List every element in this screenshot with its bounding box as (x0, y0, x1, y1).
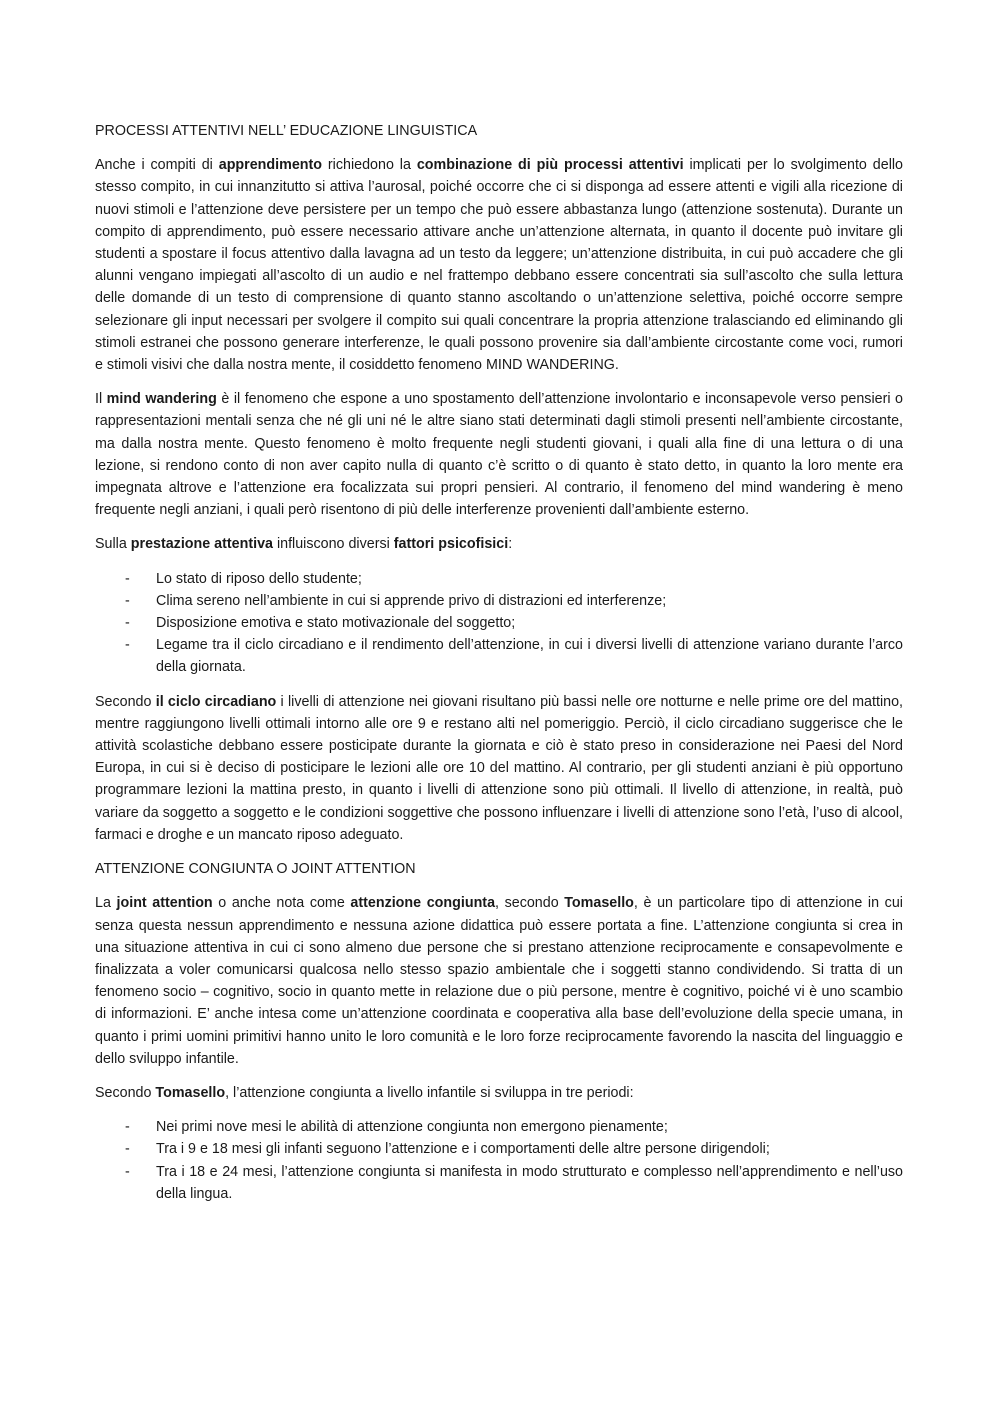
text-run: o anche nota come (212, 895, 351, 912)
text-run: Il (95, 391, 107, 408)
text-run: , è un particolare tipo di attenzione in cui senza questa nessun apprendimento e nessuna azione didattica può essere portata a fine. L’attenzione congiunta si crea in una situazione attentiva in cui ci sono almeno due persone che si prestano attenzione reciprocamente e consapevolmente e finalizzata a voler comunicarsi qualcosa nello stesso spazio ambientale che i soggetti stanno condividendo. Si tratta di un fenomeno socio – cognitivo, socio in quanto mette in relazione due o più persone, mentre è cognitivo, poiché vi è uno scambio di informazioni. E’ anche intesa come un’attenzione coordinata e cooperativa alla base dell’evoluzione della specie umana, in quanto i primi uomini primitivi hanno unito le loro comunità e le loro forze reciprocamente favorendo la nascita del linguaggio e dello sviluppo infantile. (95, 895, 903, 1067)
bullet-dash: - (125, 1141, 130, 1158)
paragraph-processi-attentivi (95, 154, 903, 376)
list-periodi-sviluppo (95, 1116, 903, 1205)
bullet-dash: - (125, 1119, 130, 1136)
section-heading-joint-attention: ATTENZIONE CONGIUNTA O JOINT ATTENTION (95, 861, 416, 878)
bold-term: mind wandering (106, 391, 217, 408)
section-heading-processi-attentivi: PROCESSI ATTENTIVI NELL’ EDUCAZIONE LINGUISTICA (95, 123, 478, 139)
bold-term: Tomasello (155, 1084, 226, 1101)
paragraph-tomasello-periodi (95, 1082, 903, 1104)
list-item (95, 590, 903, 612)
list-item (95, 1161, 903, 1205)
list-item-text: Nei primi nove mesi le abilità di attenzione congiunta non emergono pienamente; (156, 1119, 668, 1136)
text-run: , l’attenzione congiunta a livello infantile si sviluppa in tre periodi: (225, 1084, 634, 1101)
list-item-text: Disposizione emotiva e stato motivazionale del soggetto; (156, 615, 516, 632)
text-run: La (95, 895, 117, 912)
paragraph-ciclo-circadiano (95, 691, 903, 846)
text-run: Secondo (95, 693, 156, 710)
bullet-dash: - (125, 615, 130, 632)
list-item-text: Tra i 18 e 24 mesi, l’attenzione congiunta si manifesta in modo strutturato e complesso nell’apprendimento e nell’uso della lingua. (156, 1163, 903, 1202)
text-run: Anche i compiti di (95, 157, 219, 174)
list-item-text: Legame tra il ciclo circadiano e il rendimento dell’attenzione, in cui i diversi livelli di attenzione variano durante l’arco della giornata. (156, 637, 903, 676)
list-fattori-psicofisici (95, 568, 903, 679)
list-item-text: Clima sereno nell’ambiente in cui si apprende privo di distrazioni ed interferenze; (156, 592, 667, 609)
text-run: influiscono diversi (272, 536, 394, 553)
bold-term: prestazione attentiva (130, 536, 273, 553)
bold-term: apprendimento (218, 157, 323, 174)
list-item-text: Lo stato di riposo dello studente; (156, 570, 362, 587)
list-item (95, 1116, 903, 1138)
bold-term: fattori psicofisici (393, 536, 509, 553)
paragraph-mind-wandering (95, 388, 903, 521)
paragraph-prestazione-attentiva (95, 533, 903, 555)
list-item-text: Tra i 9 e 18 mesi gli infanti seguono l’attenzione e i comportamenti delle altre persone dirigendoli; (156, 1141, 770, 1158)
text-run: implicati per lo svolgimento dello stesso compito, in cui innanzitutto si attiva l’aurosal, poiché occorre che ci si disponga ad essere attenti e vigili alla ricezione di nuovi stimoli e l’attenzione deve persistere per un tempo che può essere abbastanza lungo (attenzione sostenuta). Durante un compito di apprendimento, può essere necessario attivare anche un’attenzione alternata, in quanto il docente può invitare gli studenti a spostare il focus attentivo dalla lavagna ad un testo da leggere; un’attenzione distribuita, in cui può accadere che gli alunni vengano impiegati all’ascolto di un audio e nel frattempo debbano essere concentrati sia sull’ascolto che sulla lettura delle domande di un testo di comprensione di quanto stanno ascoltando o un’attenzione selettiva, poiché occorre sempre selezionare gli input necessari per svolgere il compito sui quali concentrare la propria attenzione tralasciando ed eliminando gli stimoli estranei che possono generare interferenze, le quali possono provenire sia dall’ambiente circostante come voci, rumori e stimoli visivi che dalla nostra mente, il cosiddetto fenomeno MIND WANDERING. (95, 157, 903, 374)
bullet-dash: - (125, 570, 130, 587)
text-run: : (508, 536, 513, 553)
bold-term: attenzione congiunta (350, 895, 496, 912)
text-run: i livelli di attenzione nei giovani risultano più bassi nelle ore notturne e nelle prime ore del mattino, mentre raggiungono livelli ottimali intorno alle ore 9 e restano alti nel pomeriggio. Perciò, il ciclo circadiano suggerisce che le attività scolastiche debbano essere posticipate durante la giornata e ciò è stato preso in considerazione nei Paesi del Nord Europa, in cui si è deciso di posticipare le lezioni alle ore 10 del mattino. Al contrario, per gli studenti anziani è più opportuno programmare lezioni la mattina presto, in quanto i livelli di attenzione sono più ottimali. Il livello di attenzione, in realtà, può variare da soggetto a soggetto e le condizioni soggettive che possono influenzare i livelli di attenzione sono l’età, l’uso di alcool, farmaci e droghe e un mancato riposo adeguato. (95, 693, 904, 843)
bullet-dash: - (125, 592, 130, 609)
bold-term: joint attention (116, 895, 213, 912)
bold-term: combinazione di più processi attentivi (416, 157, 684, 174)
paragraph-joint-attention (95, 892, 903, 1070)
list-item (95, 568, 903, 590)
bullet-dash: - (125, 1163, 130, 1180)
text-run: richiedono la (322, 157, 417, 174)
bullet-dash: - (125, 637, 130, 654)
list-item (95, 612, 903, 634)
text-run: è il fenomeno che espone a uno spostamento dell’attenzione involontario e inconsapevole verso pensieri o rappresentazioni mentali senza che né gli uni né le altre siano stati determinati dagli stimoli presenti nell’ambiente circostante, ma dalla nostra mente. Questo fenomeno è molto frequente negli studenti giovani, i quali alla fine di una lettura o di una lezione, si rendono conto di non aver capito nulla di quanto c’è scritto o di quanto è stato detto, in quanto la loro mente era impegnata altrove e l’attenzione era focalizzata sui propri pensieri. Al contrario, il fenomeno del mind wandering è meno frequente negli anziani, i quali però risentono di più delle interferenze provenienti dall’ambiente esterno. (95, 391, 903, 519)
list-item (95, 634, 903, 678)
bold-term: Tomasello (564, 895, 634, 912)
bold-term: il ciclo circadiano (155, 693, 277, 710)
text-run: Sulla (95, 536, 131, 553)
text-run: , secondo (495, 895, 565, 912)
list-item (95, 1138, 903, 1160)
text-run: Secondo (95, 1084, 156, 1101)
